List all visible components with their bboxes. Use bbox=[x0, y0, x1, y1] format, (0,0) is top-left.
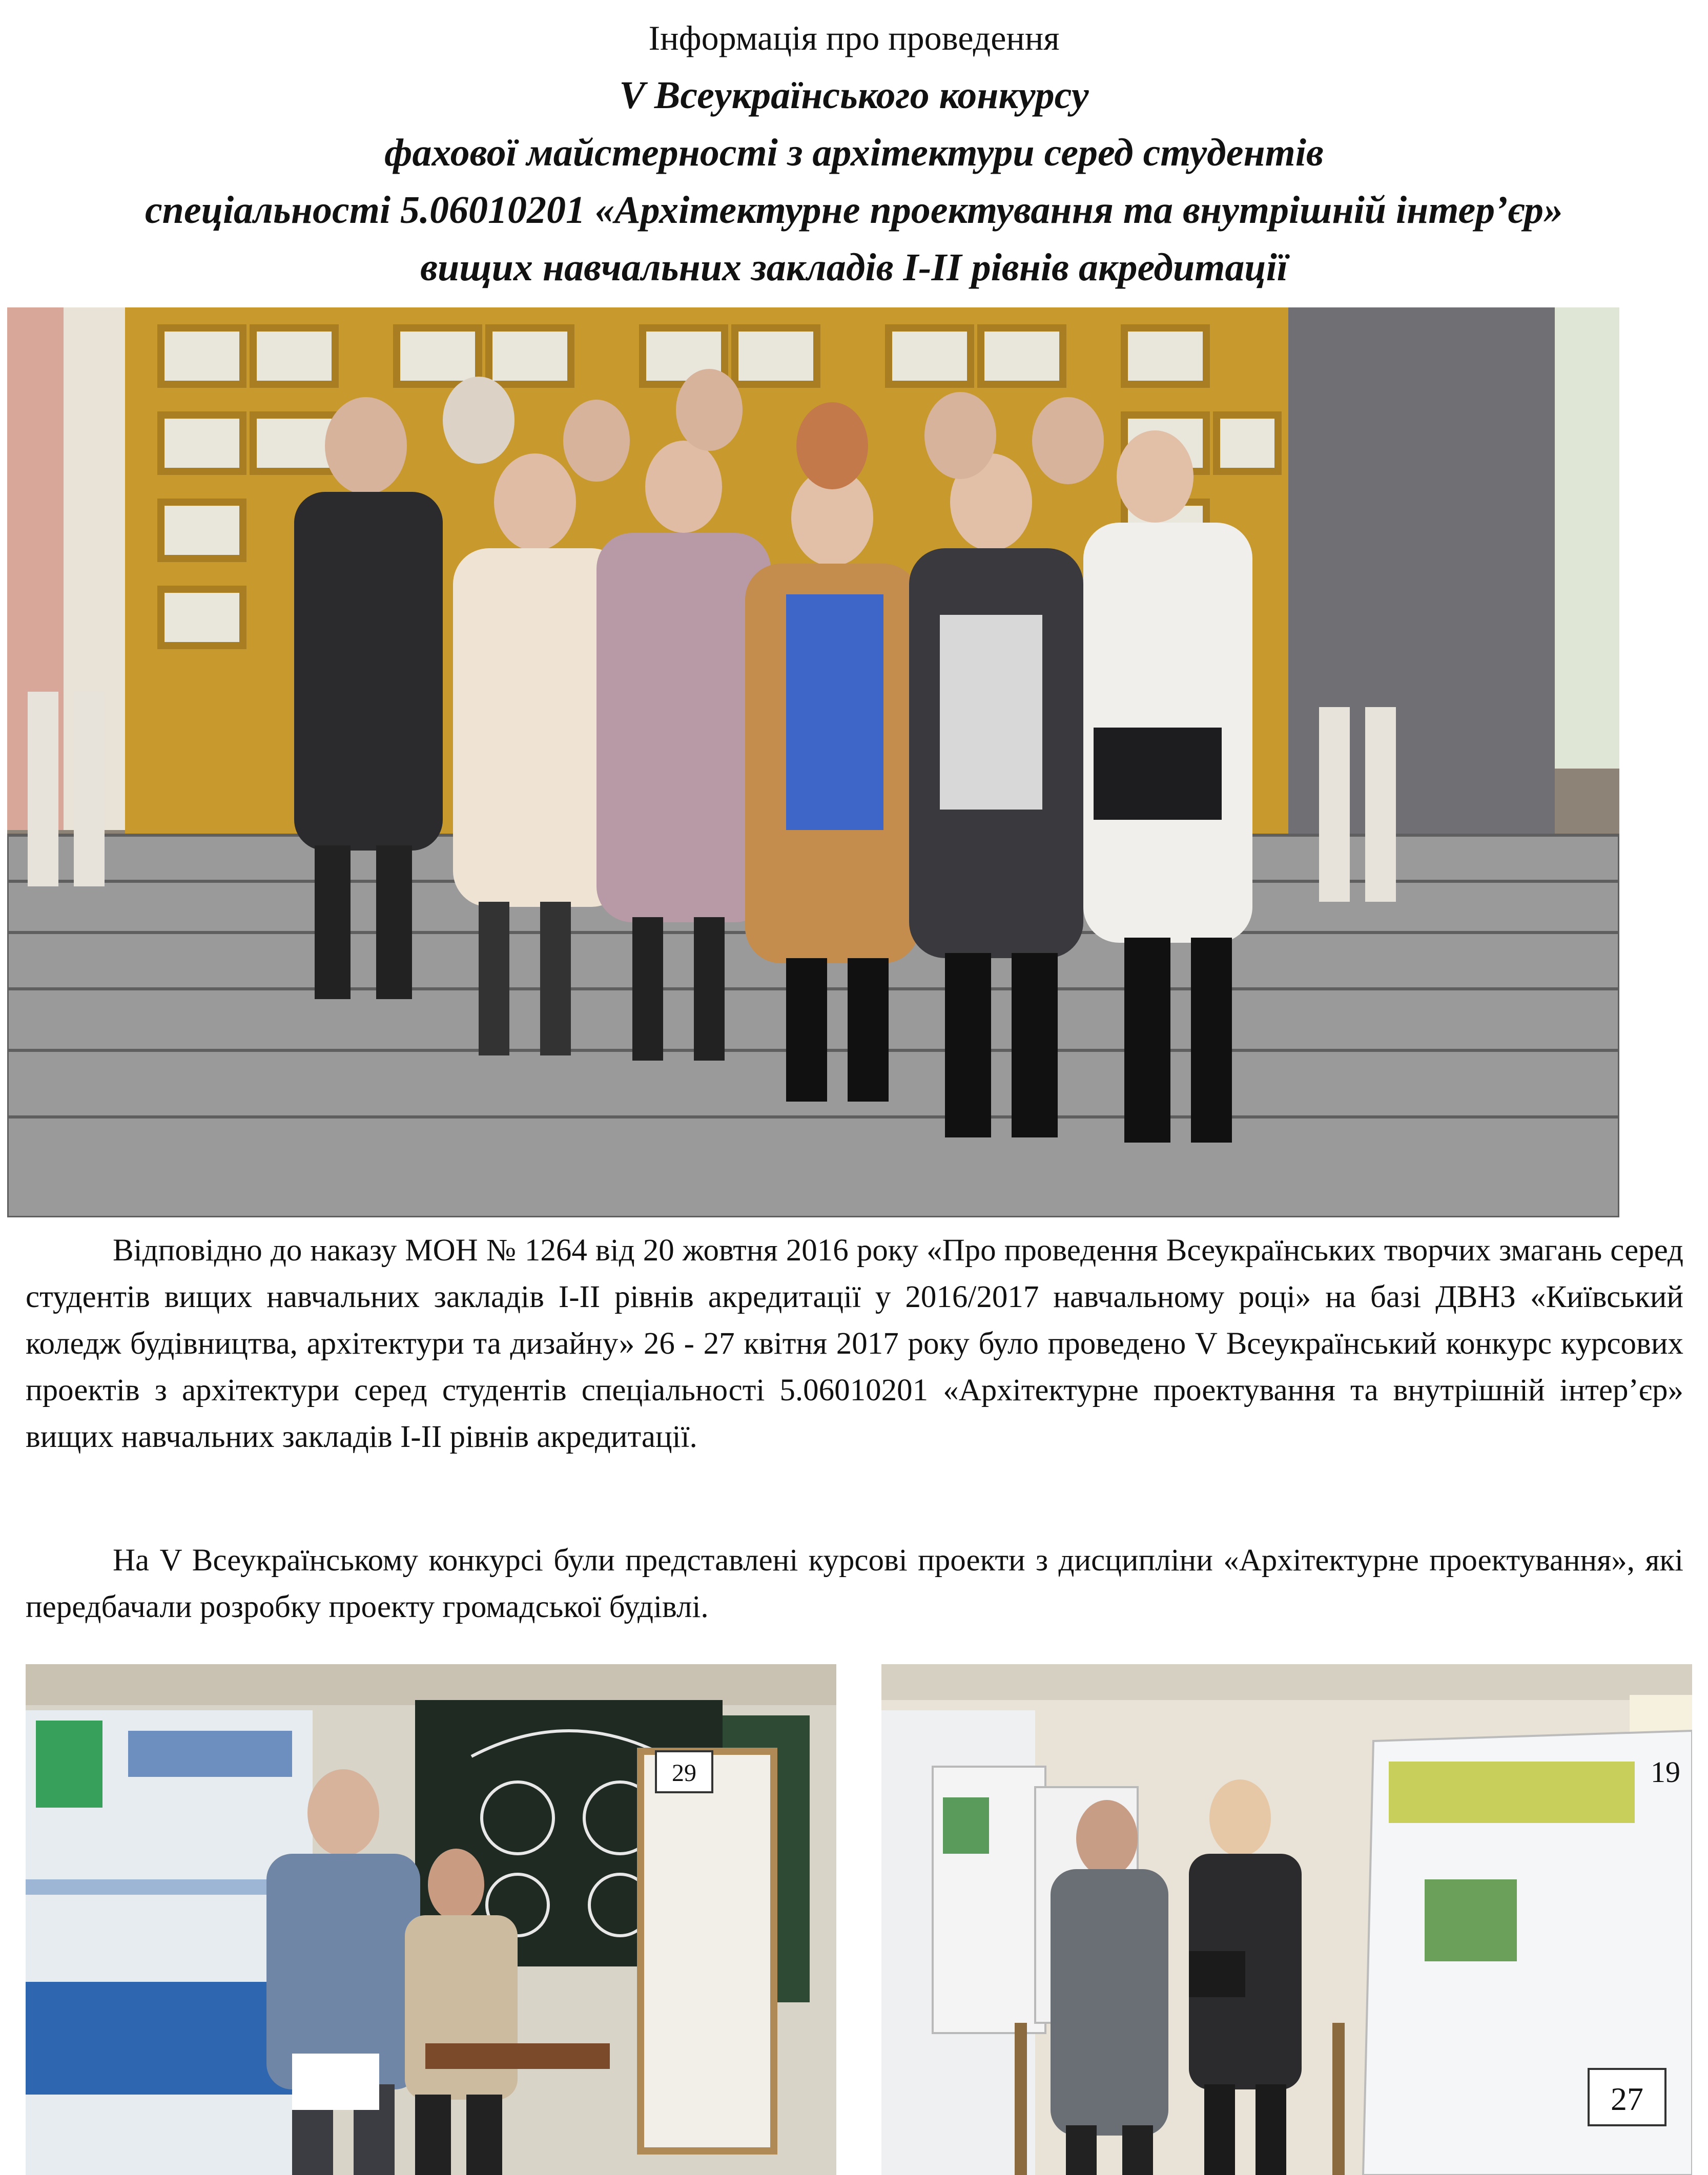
paragraph-projects-info: На V Всеукраїнському конкурсі були представлені курсові проекти з дисципліни «Архітектурне проектування», які передбачали розробку проекту громадської будівлі. bbox=[26, 1543, 1683, 1624]
board-number-left: 29 bbox=[672, 1759, 696, 1787]
header-competition-title: V Всеукраїнського конкурсу bbox=[619, 74, 1089, 117]
board-number-right-top: 19 bbox=[1651, 1755, 1680, 1789]
exhibition-left-illustration bbox=[26, 1664, 836, 2175]
exhibition-photo-left bbox=[26, 1664, 836, 2175]
group-photo-illustration bbox=[7, 307, 1619, 1217]
paragraph-order-info: Відповідно до наказу МОН № 1264 від 20 жовтня 2016 року «Про проведення Всеукраїнських творчих змагань серед студентів вищих навчальних закладів І-ІІ рівнів акредитації у 2016/2017 навчальному році» на базі ДВНЗ «Київський коледж будівництва, архітектури та дизайну» 26 - 27 квітня 2017 року було проведено V Всеукраїнський конкурс курсових проектів з архітектури серед студентів спеціальності 5.06010201 «Архітектурне проектування та внутрішній інтер’єр» вищих навчальних закладів І-ІІ рівнів акредитації. bbox=[26, 1233, 1683, 1454]
exhibition-right-illustration bbox=[881, 1664, 1692, 2175]
group-photo bbox=[7, 307, 1619, 1217]
document-header bbox=[0, 9, 1708, 296]
exhibition-photo-right bbox=[881, 1664, 1692, 2175]
header-intro: Інформація про проведення bbox=[648, 18, 1060, 57]
board-number-right-bottom: 27 bbox=[1611, 2081, 1643, 2117]
header-subtitle: фахової майстерності з архітектури серед студентів bbox=[384, 131, 1324, 174]
header-institutions: вищих навчальних закладів І-ІІ рівнів акредитації bbox=[420, 246, 1288, 289]
header-specialty: спеціальності 5.06010201 «Архітектурне проектування та внутрішній інтер’єр» bbox=[145, 189, 1563, 232]
